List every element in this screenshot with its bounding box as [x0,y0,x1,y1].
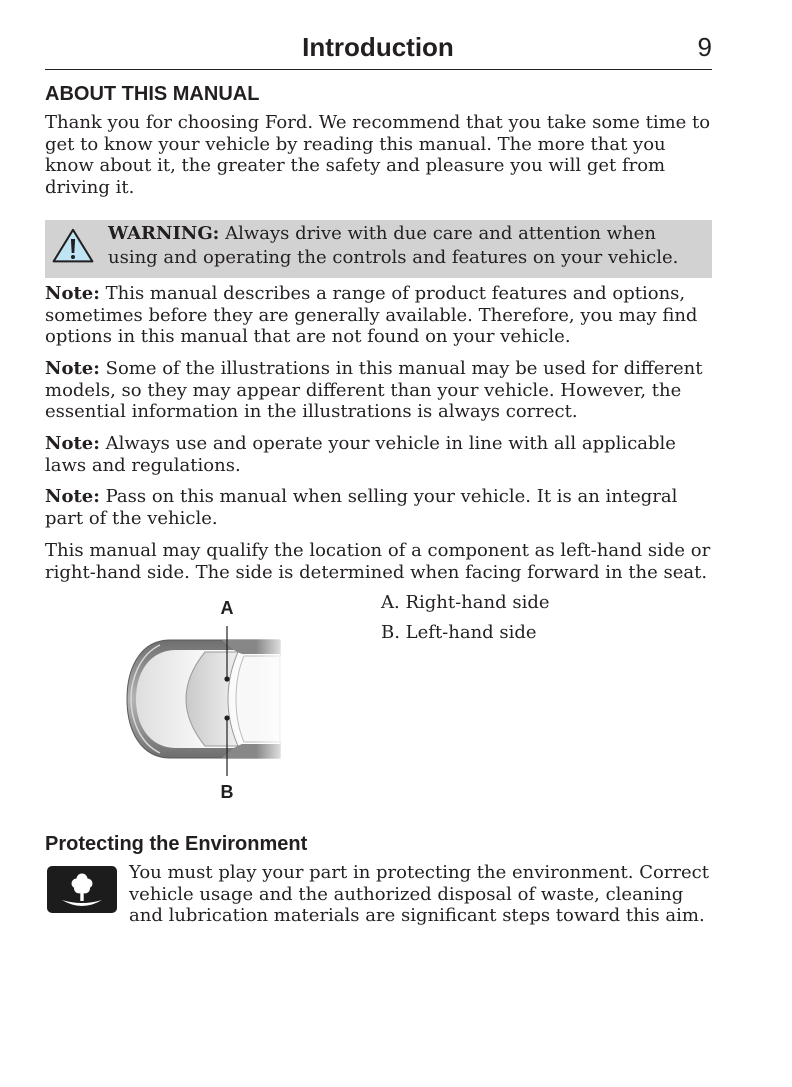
note-line-text: This manual describes a range of product features and options, [105,283,686,304]
leader-dot-b [224,715,229,720]
note-line: part of the vehicle. [45,507,218,529]
legend-item-b: B. Left-hand side [381,622,537,643]
car-fade [256,632,290,766]
intro-paragraph [45,112,710,199]
note-line: sometimes before they are generally available. Therefore, you may find [45,304,698,326]
note-label: Note: [45,433,100,454]
note-2 [45,358,702,423]
note-label: Note: [45,283,100,304]
note-line-text: Always use and operate your vehicle in line with all applicable [105,433,676,454]
warning-text [108,222,678,270]
figure-legend [381,588,550,648]
figure-label-a: A [220,598,234,618]
side-paragraph [45,540,710,583]
note-label: Note: [45,486,100,507]
note-label: Note: [45,358,100,379]
environment-paragraph [129,862,709,927]
note-1 [45,283,697,348]
section-heading-environment: Protecting the Environment [45,833,308,855]
note-line [45,486,677,508]
note-line [45,283,697,305]
note-line-text: Pass on this manual when selling your vehicle. It is an integral [105,486,678,507]
header-rule [45,69,712,70]
note-3 [45,433,676,476]
paragraph-line: driving it. [45,177,135,199]
warning-exclamation-dot [71,255,75,259]
paragraph-line: vehicle usage and the authorized disposal of waste, cleaning [129,883,684,905]
warning-line: using and operating the controls and features on your vehicle. [108,247,679,268]
note-line: options in this manual that are not found on your vehicle. [45,326,571,348]
car-top-view-icon [110,620,290,780]
legend-item-a: A. Right-hand side [381,592,550,613]
paragraph-line: This manual may qualify the location of a component as left-hand side or [45,540,711,561]
section-heading-about: ABOUT THIS MANUAL [45,83,260,105]
note-line [45,358,702,380]
warning-line [108,222,678,246]
figure-label-b: B [220,782,234,802]
paragraph-line: get to know your vehicle by reading this manual. The more that you [45,133,666,155]
note-line-text: Some of the illustrations in this manual may be used for different [105,358,703,379]
paragraph-line: You must play your part in protecting the environment. Correct [129,862,709,883]
paragraph-line: right-hand side. The side is determined when facing forward in the seat. [45,561,708,583]
note-4 [45,486,677,529]
page-title: Introduction [302,32,454,62]
warning-label: WARNING: [108,223,220,244]
paragraph-line: know about it, the greater the safety and pleasure you will get from [45,155,666,177]
note-line: essential information in the illustrations is always correct. [45,401,578,423]
warning-box [45,220,712,278]
environment-tree-icon [47,866,117,913]
paragraph-line: Thank you for choosing Ford. We recommend that you take some time to [45,112,711,133]
page-number: 9 [697,32,712,62]
warning-line-text: Always drive with due care and attention when [225,223,656,244]
leader-dot-a [224,676,229,681]
paragraph-line: and lubrication materials are significant steps toward this aim. [129,905,705,927]
note-line: models, so they may appear different than your vehicle. However, the [45,379,682,401]
tree-trunk [80,890,83,901]
note-line: laws and regulations. [45,454,241,476]
warning-triangle-icon [52,228,94,263]
note-line [45,433,676,455]
